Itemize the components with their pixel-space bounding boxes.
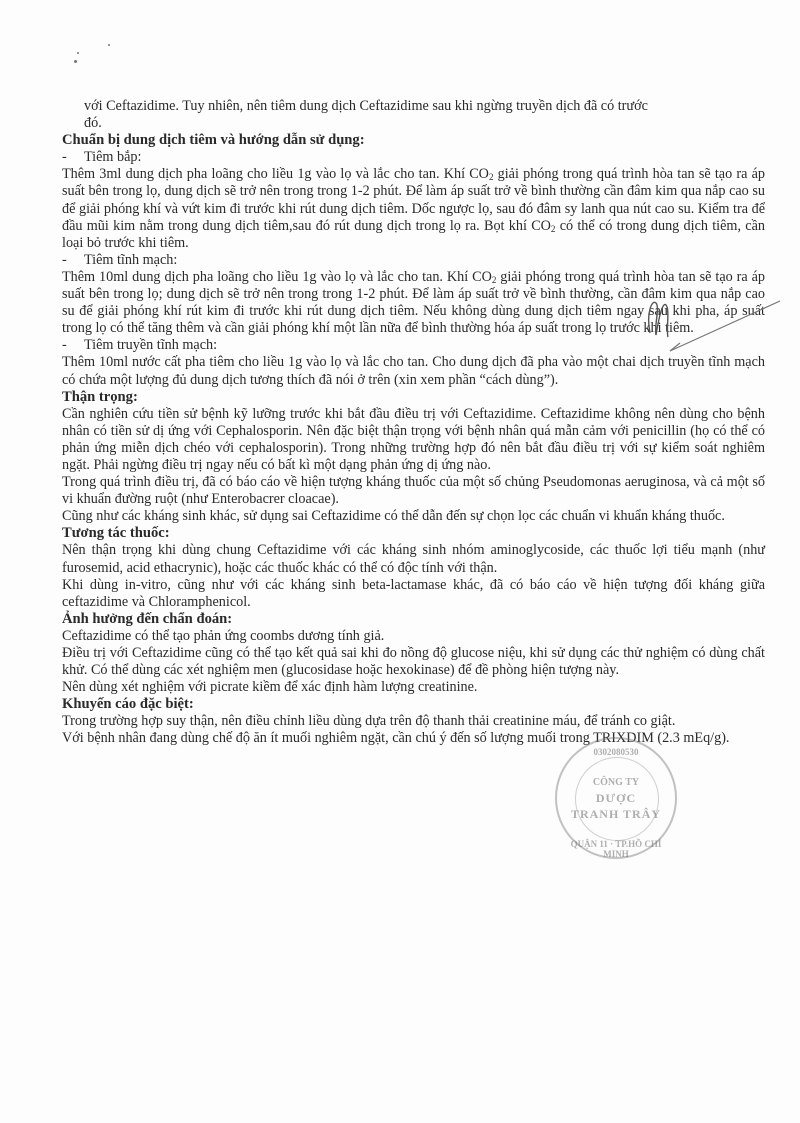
- subscript: 2: [550, 223, 556, 234]
- bullet-label: Tiêm truyền tĩnh mạch:: [84, 337, 218, 354]
- bullet-intravenous: [62, 252, 765, 269]
- heading-precautions: Thận trọng:: [62, 388, 138, 405]
- paragraph-interactions-2: Khi dùng in-vitro, cũng như với các kháng sinh beta-lactamase khác, đã có báo cáo về hiện tượng đối kháng giữa ceftazidime và Chloramphenicol.: [62, 576, 765, 610]
- scan-speck: [77, 52, 79, 54]
- text-span: Thêm 10ml dung dịch pha loãng cho liều 1g vào lọ và lắc cho tan. Khí CO: [62, 268, 492, 285]
- signature-icon: [640, 293, 790, 363]
- subscript: 2: [488, 172, 494, 183]
- text-span: giải phóng trong quá trình hòa tan sẽ tạo ra áp suất bên trong lọ, dung dịch sẽ trở nên trong trong 1-2 phút. Để làm áp suất trở về bình thường cần đâm kim qua nắp cao su để giải phóng khí và vứt kim đi trước khi rút dung dịch tiêm. Dốc ngược lọ, sau đó đâm sy lanh qua nút cao su. Kiểm tra để đầu mũi kim nằm trong dung dịch tiêm,sau đó rút dung dịch trong lọ ra. Bọt khí CO: [62, 166, 765, 234]
- stamp-line-3: TRANH TRÂY: [570, 807, 662, 821]
- scan-speck: [74, 60, 77, 63]
- intro-line-2: đó.: [84, 115, 102, 132]
- paragraph-interactions-1: Nên thận trọng khi dùng chung Ceftazidime với các kháng sinh nhóm aminoglycoside, các thuốc lợi tiểu mạnh (như furosemid, acid ethacrynic), hoặc các thuốc khác có thể có độc tính với thận.: [62, 542, 765, 576]
- scan-speck: [108, 44, 110, 46]
- paragraph-diagnostic-1: Ceftazidime có thể tạo phản ứng coombs dương tính giả.: [62, 627, 385, 644]
- bullet-label: Tiêm tĩnh mạch:: [84, 251, 178, 268]
- paragraph-diagnostic-2: Điều trị với Ceftazidime cũng có thể tạo kết quả sai khi đo nồng độ glucose niệu, khi sử dụng các thử nghiệm có dùng chất khử. Có thể dùng các xét nghiệm men (glucosidase hoặc hexokinase) để đề phòng hiện tượng này.: [62, 645, 765, 679]
- bullet-label: Tiêm bắp:: [84, 149, 142, 166]
- paragraph-precautions-1: Cần nghiên cứu tiền sử bệnh kỹ lưỡng trước khi bắt đầu điều trị với Ceftazidime. Ceftazidime không nên dùng cho bệnh nhân có tiền sử dị ứng với Cephalosporin. Nên đặc biệt thận trọng với bệnh nhân quá mẫn cảm với penicillin (họ có thể có phản ứng miễn dịch chéo với cephalosporin). Trong những trường hợp đó nên bắt đầu điều trị với sự kiểm soát nghiêm ngặt. Phải ngừng điều trị ngay nếu có bất kì một dạng phản ứng dị ứng nào.: [62, 405, 765, 473]
- text-span: có thể có trong dung dịch tiêm, cần loại bỏ trước khi tiêm.: [62, 217, 765, 251]
- stamp-line-2: DƯỢC: [595, 791, 637, 805]
- stamp-code: 0302080530: [593, 747, 639, 757]
- document-body: [62, 98, 765, 748]
- heading-preparation: Chuẩn bị dung dịch tiêm và hướng dẫn sử dụng:: [62, 132, 365, 149]
- heading-special-warnings: Khuyến cáo đặc biệt:: [62, 696, 194, 713]
- text-span: giải phóng trong quá trình hòa tan sẽ tạo ra áp suất bên trong lọ; dung dịch sẽ trở nên trong trong 1-2 phút. Để làm áp suất trở về bình thường, cần đâm kim qua nắp cao su để giải phóng khí rút kim đi trước khi rút dung dịch tiêm. Nếu không dùng dung dịch tiêm ngay sau khi pha, áp suất trong lọ có thể tăng thêm và cần giải phóng khí một lần nữa để bình thường hóa áp suất trong lọ trước khi tiêm.: [62, 268, 765, 337]
- text-span: Thêm 3ml dung dịch pha loãng cho liều 1g vào lọ và lắc cho tan. Khí CO: [62, 166, 489, 183]
- bullet-intramuscular: [62, 149, 765, 166]
- dash-marker: -: [62, 251, 67, 268]
- company-stamp: [555, 737, 677, 859]
- paragraph-special-1: Trong trường hợp suy thận, nên điều chỉnh liều dùng dựa trên độ thanh thải creatinine máu, để tránh co giật.: [62, 713, 676, 730]
- dash-marker: -: [62, 337, 67, 354]
- paragraph-infusion: Thêm 10ml nước cất pha tiêm cho liều 1g vào lọ và lắc cho tan. Cho dung dịch đã pha vào một chai dịch truyền tĩnh mạch có chứa một lượng đủ dung dịch tương thích đã nói ở trên (xin xem phần “cách dùng”).: [62, 354, 765, 388]
- paragraph-special-2: Với bệnh nhân đang dùng chế độ ăn ít muối nghiêm ngặt, cần chú ý đến số lượng muối trong TRIXDIM (2.3 mEq/g).: [62, 730, 730, 747]
- stamp-bottom: QUẬN 11 · TP.HỒ CHÍ MINH: [570, 839, 662, 859]
- dash-marker: -: [62, 149, 67, 166]
- paragraph-diagnostic-3: Nên dùng xét nghiệm với picrate kiềm để xác định hàm lượng creatinine.: [62, 679, 478, 696]
- paragraph-precautions-2: Trong quá trình điều trị, đã có báo cáo về hiện tượng kháng thuốc của một số chủng Pseudomonas aeruginosa, và cả một số vi khuẩn đường ruột (như Enterobacrer cloacae).: [62, 474, 765, 508]
- heading-interactions: Tương tác thuốc:: [62, 525, 170, 542]
- paragraph-intramuscular: [62, 166, 765, 251]
- stamp-line-1: CÔNG TY: [592, 777, 640, 788]
- paragraph-precautions-3: Cũng như các kháng sinh khác, sử dụng sai Ceftazidime có thể dẫn đến sự chọn lọc các chuẩn vi khuẩn kháng thuốc.: [62, 508, 725, 525]
- subscript: 2: [491, 274, 497, 285]
- intro-line-1: với Ceftazidime. Tuy nhiên, nên tiêm dung dịch Ceftazidime sau khi ngừng truyền dịch đã có trước: [84, 98, 648, 114]
- heading-diagnostic: Ảnh hưởng đến chẩn đoán:: [62, 610, 233, 627]
